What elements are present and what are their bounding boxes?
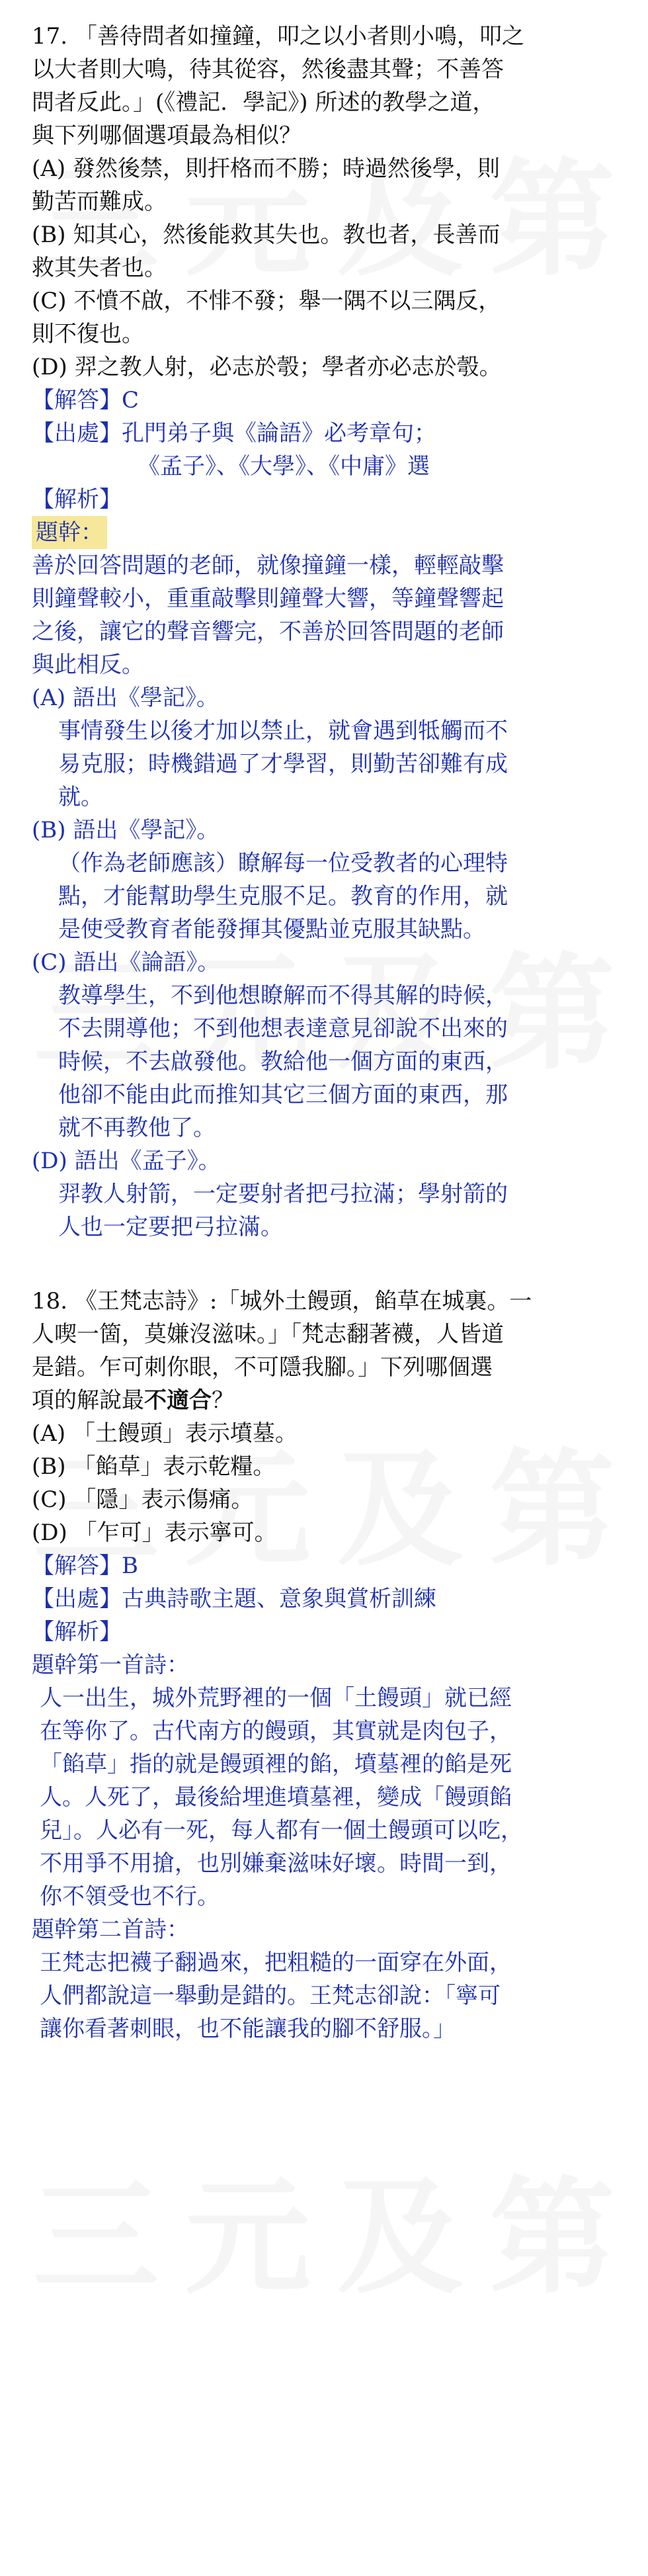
watermark bbox=[33, 2137, 641, 2317]
question-stem-line: 18. 《王梵志詩》:「城外土饅頭，餡草在城裏。一 bbox=[32, 1288, 532, 1314]
poem2-label: 題幹第二首詩： bbox=[32, 1916, 189, 1943]
question-stem-line bbox=[32, 1384, 622, 1417]
explain-c-line: 不去開導他；不到他想表達意見卻說不出來的 bbox=[58, 1015, 508, 1042]
poem1-line: 「餡草」指的就是饅頭裡的餡，墳墓裡的餡是死 bbox=[40, 1751, 512, 1778]
stem-explain-line: 之後，讓它的聲音響完，不善於回答問題的老師 bbox=[32, 619, 504, 645]
poem2-line: 人們都說這一舉動是錯的。王梵志卻說：「寧可 bbox=[40, 1983, 501, 2009]
explain-d-line: 人也一定要把弓拉滿。 bbox=[58, 1214, 283, 1240]
explain-b-line: 是使受教育者能發揮其優點並克服其缺點。 bbox=[58, 916, 485, 943]
explain-a-line: 就。 bbox=[58, 784, 103, 810]
option-d: (D) 羿之教人射，必志於彀；學者亦必志於彀。 bbox=[32, 354, 502, 380]
explain-c-line: 就不再教他了。 bbox=[58, 1115, 216, 1141]
option-a: (A) 「土饅頭」表示墳墓。 bbox=[32, 1420, 298, 1447]
poem1-line: 人。人死了，最後給埋進墳墓裡，變成「饅頭餡 bbox=[40, 1784, 512, 1811]
question-stem-line: 人喫一箇，莫嫌沒滋味。」「梵志翻著襪，人皆道 bbox=[32, 1321, 504, 1348]
poem2-line: 讓你看著刺眼，也不能讓我的腳不舒服。」 bbox=[40, 2016, 456, 2042]
poem1-line: 在等你了。古代南方的饅頭，其實就是肉包子， bbox=[40, 1718, 512, 1744]
stem-emphasis: 不適合 bbox=[144, 1387, 212, 1414]
poem1-line: 人一出生，城外荒野裡的一個「土饅頭」就已經 bbox=[40, 1685, 512, 1711]
stem-explain-line: 則鐘聲較小，重重敲擊則鐘聲大響，等鐘聲響起 bbox=[32, 585, 504, 612]
question-stem-line: 問者反此。」(《禮記．學記》) 所述的教學之道， bbox=[32, 89, 495, 116]
explain-d-head: (D) 語出《孟子》。 bbox=[32, 1148, 221, 1174]
source-cont: 《孟子》、《大學》、《中庸》選 bbox=[138, 453, 430, 480]
question-18 bbox=[32, 1285, 622, 2045]
explain-b-line: （作為老師應該）瞭解每一位受教者的心理特 bbox=[58, 850, 508, 877]
analysis-label: 【解析】 bbox=[32, 1619, 122, 1645]
option-c: (C) 「隱」表示傷痛。 bbox=[32, 1486, 254, 1513]
poem2-line: 王梵志把襪子翻過來，把粗糙的一面穿在外面， bbox=[40, 1950, 512, 1976]
source: 【出處】古典詩歌主題、意象與賞析訓練 bbox=[32, 1586, 436, 1612]
explain-b-head: (B) 語出《學記》。 bbox=[32, 817, 220, 843]
option-c-cont: 則不復也。 bbox=[32, 321, 144, 347]
answer: 【解答】C bbox=[32, 387, 140, 413]
stem-text: ？ bbox=[212, 1387, 234, 1414]
question-stem-line: 與下列哪個選項最為相似？ bbox=[32, 122, 302, 149]
explain-a-head: (A) 語出《學記》。 bbox=[32, 685, 219, 711]
answer: 【解答】B bbox=[32, 1553, 138, 1579]
analysis-label: 【解析】 bbox=[32, 486, 122, 513]
explain-d-line: 羿教人射箭，一定要射者把弓拉滿；學射箭的 bbox=[58, 1181, 508, 1207]
option-b-cont: 救其失者也。 bbox=[32, 255, 167, 281]
stem-label: 題幹： bbox=[32, 516, 107, 549]
explain-a-line: 事情發生以後才加以禁止，就會遇到牴觸而不 bbox=[58, 718, 508, 744]
option-a-cont: 勤苦而難成。 bbox=[32, 189, 167, 215]
option-b: (B) 「餡草」表示乾糧。 bbox=[32, 1453, 276, 1480]
stem-explain-line: 與此相反。 bbox=[32, 652, 144, 678]
stem-text: 項的解說最 bbox=[32, 1387, 144, 1414]
option-a: (A) 發然後禁，則扞格而不勝；時過然後學，則 bbox=[32, 155, 500, 182]
question-stem-line: 17. 「善待問者如撞鐘，叩之以小者則小鳴，叩之 bbox=[32, 23, 524, 50]
question-stem-line: 以大者則大鳴，待其從容，然後盡其聲；不善答 bbox=[32, 56, 504, 83]
poem1-line: 你不領受也不行。 bbox=[40, 1883, 220, 1910]
explain-c-line: 時候，不去啟發他。教給他一個方面的東西， bbox=[58, 1049, 508, 1075]
question-stem-line: 是錯。乍可刺你眼，不可隱我腳。」下列哪個選 bbox=[32, 1354, 493, 1381]
poem1-line: 兒」。人必有一死，每人都有一個土饅頭可以吃， bbox=[40, 1817, 523, 1844]
question-17 bbox=[32, 20, 622, 1244]
explain-c-line: 他卻不能由此而推知其它三個方面的東西，那 bbox=[58, 1082, 508, 1108]
explain-c-line: 教導學生，不到他想瞭解而不得其解的時候， bbox=[58, 982, 508, 1009]
poem1-label: 題幹第一首詩： bbox=[32, 1652, 189, 1678]
explain-a-line: 易克服；時機錯過了才學習，則勤苦卻難有成 bbox=[58, 751, 508, 777]
option-b: (B) 知其心，然後能救其失也。教也者，長善而 bbox=[32, 222, 501, 248]
explain-b-line: 點，才能幫助學生克服不足。教育的作用，就 bbox=[58, 883, 508, 910]
stem-explain-line: 善於回答問題的老師，就像撞鐘一樣，輕輕敲擊 bbox=[32, 552, 504, 579]
option-d: (D) 「乍可」表示寧可。 bbox=[32, 1520, 277, 1546]
option-c: (C) 不憤不啟，不悱不發；舉一隅不以三隅反， bbox=[32, 288, 501, 314]
poem1-line: 不用爭不用搶，也別嫌棄滋味好壞。時間一到， bbox=[40, 1850, 512, 1877]
explain-c-head: (C) 語出《論語》。 bbox=[32, 949, 220, 976]
source: 【出處】孔門弟子與《論語》必考章句； bbox=[32, 420, 436, 447]
